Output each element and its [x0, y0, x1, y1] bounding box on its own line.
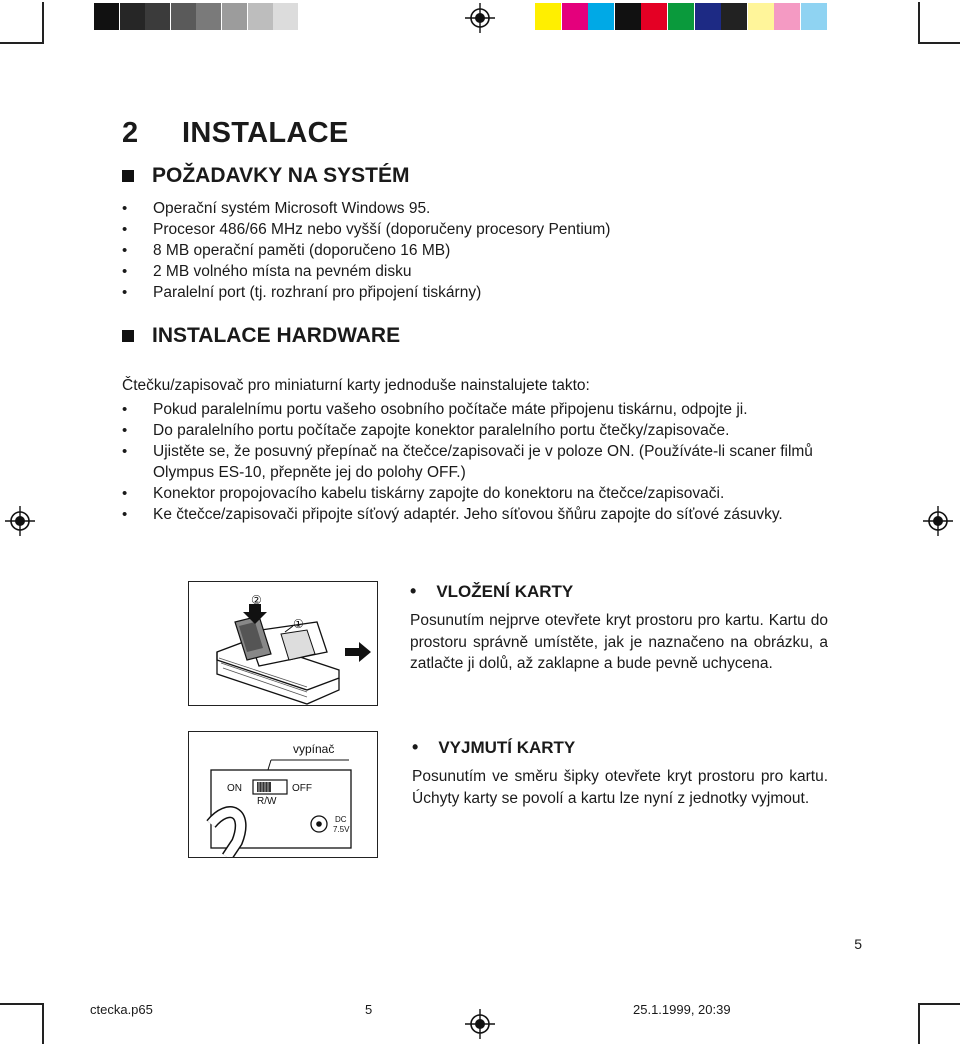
color-swatch — [774, 3, 800, 30]
list-item: • 8 MB operační paměti (doporučeno 16 MB) — [122, 240, 867, 261]
color-swatch — [801, 3, 827, 30]
voltage-label: 7.5V — [333, 825, 350, 834]
chapter-number: 2 — [122, 117, 139, 149]
crop-mark — [42, 2, 44, 44]
square-bullet-icon — [122, 330, 134, 342]
list-item: • Pokud paralelnímu portu vašeho osobního počítače máte připojenu tiskárnu, odpojte ji. — [122, 399, 867, 420]
list-item: • Ujistěte se, že posuvný přepínač na čtečce/zapisovači je v poloze ON. (Používáte-li scaner filmů Olympus ES-10, přepněte jej do polohy OFF.) — [122, 441, 867, 483]
registration-mark-icon — [923, 506, 953, 536]
on-label: ON — [227, 783, 242, 794]
list-item: • Operační systém Microsoft Windows 95. — [122, 198, 867, 219]
gray-swatch — [171, 3, 196, 30]
crop-mark — [0, 42, 42, 44]
hardware-intro: Čtečku/zapisovač pro miniaturní karty jednoduše nainstalujete takto: — [122, 377, 590, 394]
gray-swatch — [248, 3, 273, 30]
bullet-icon: • — [412, 737, 419, 757]
hardware-heading-text: INSTALACE HARDWARE — [152, 324, 401, 347]
gray-swatch — [196, 3, 221, 30]
crop-mark — [918, 1003, 920, 1044]
color-swatch — [641, 3, 667, 30]
switch-label: vypínač — [293, 742, 335, 756]
color-swatch — [668, 3, 694, 30]
color-swatch — [721, 3, 747, 30]
requirements-heading — [122, 164, 409, 188]
crop-mark — [918, 42, 960, 44]
insert-card-heading — [410, 581, 573, 602]
registration-mark-icon — [5, 506, 35, 536]
hardware-heading — [122, 324, 400, 348]
color-swatch — [748, 3, 774, 30]
remove-card-text: Posunutím ve směru šipky otevřete kryt prostoru pro kartu. Úchyty karty se povolí a kartu lze nyní z jednotky vyjmout. — [412, 768, 828, 807]
step-two-label: ② — [251, 593, 262, 607]
chapter-title — [122, 117, 349, 150]
color-swatch — [695, 3, 721, 30]
insert-card-text: Posunutím nejprve otevřete kryt prostoru pro kartu. Kartu do prostoru správně umístěte, jak je naznačeno na obrázku, a zatlačte ji dolů, až zaklapne a bude pevně uchycena. — [410, 612, 828, 672]
list-item: • Do paralelního portu počítače zapojte konektor paralelního portu čtečky/zapisovače. — [122, 420, 867, 441]
list-item: • Paralelní port (tj. rozhraní pro připojení tiskárny) — [122, 282, 867, 303]
registration-mark-icon — [465, 3, 495, 33]
list-item: • 2 MB volného místa na pevném disku — [122, 261, 867, 282]
chapter-title-text: INSTALACE — [182, 117, 349, 149]
requirements-list — [122, 198, 867, 303]
crop-mark — [42, 1003, 44, 1044]
color-swatch — [615, 3, 641, 30]
gray-swatch — [94, 3, 119, 30]
square-bullet-icon — [122, 170, 134, 182]
crop-mark — [918, 1003, 960, 1005]
crop-mark — [918, 2, 920, 44]
power-switch-illustration — [189, 732, 377, 857]
color-swatch — [535, 3, 561, 30]
requirements-heading-text: POŽADAVKY NA SYSTÉM — [152, 164, 410, 187]
insert-card-heading-text: VLOŽENÍ KARTY — [436, 581, 574, 601]
bullet-icon: • — [410, 581, 417, 601]
gray-swatch — [273, 3, 298, 30]
gray-swatch — [120, 3, 145, 30]
hardware-steps-list — [122, 399, 867, 525]
list-item: • Konektor propojovacího kabelu tiskárny zapojte do konektoru na čtečce/zapisovači. — [122, 483, 867, 504]
card-reader-illustration — [189, 582, 377, 705]
rw-label: R/W — [257, 796, 277, 807]
remove-card-heading — [412, 737, 575, 758]
switch-figure — [188, 731, 378, 858]
color-swatch — [588, 3, 614, 30]
page-number: 5 — [854, 936, 862, 952]
gray-swatch — [145, 3, 170, 30]
insert-card-figure — [188, 581, 378, 706]
list-item: • Procesor 486/66 MHz nebo vyšší (doporučeny procesory Pentium) — [122, 219, 867, 240]
dc-label: DC — [335, 815, 347, 824]
crop-mark — [0, 1003, 42, 1005]
list-item: • Ke čtečce/zapisovači připojte síťový adaptér. Jeho síťovou šňůru zapojte do síťové zásuvky. — [122, 504, 867, 525]
registration-mark-icon — [465, 1009, 495, 1039]
slug-page: 5 — [365, 1002, 373, 1017]
off-label: OFF — [292, 783, 312, 794]
gray-swatch — [222, 3, 247, 30]
step-one-label: ① — [293, 617, 304, 631]
color-swatch — [562, 3, 588, 30]
slug-datetime: 25.1.1999, 20:39 — [633, 1002, 731, 1017]
slug-filename: ctecka.p65 — [90, 1002, 153, 1017]
remove-card-heading-text: VYJMUTÍ KARTY — [438, 737, 576, 757]
